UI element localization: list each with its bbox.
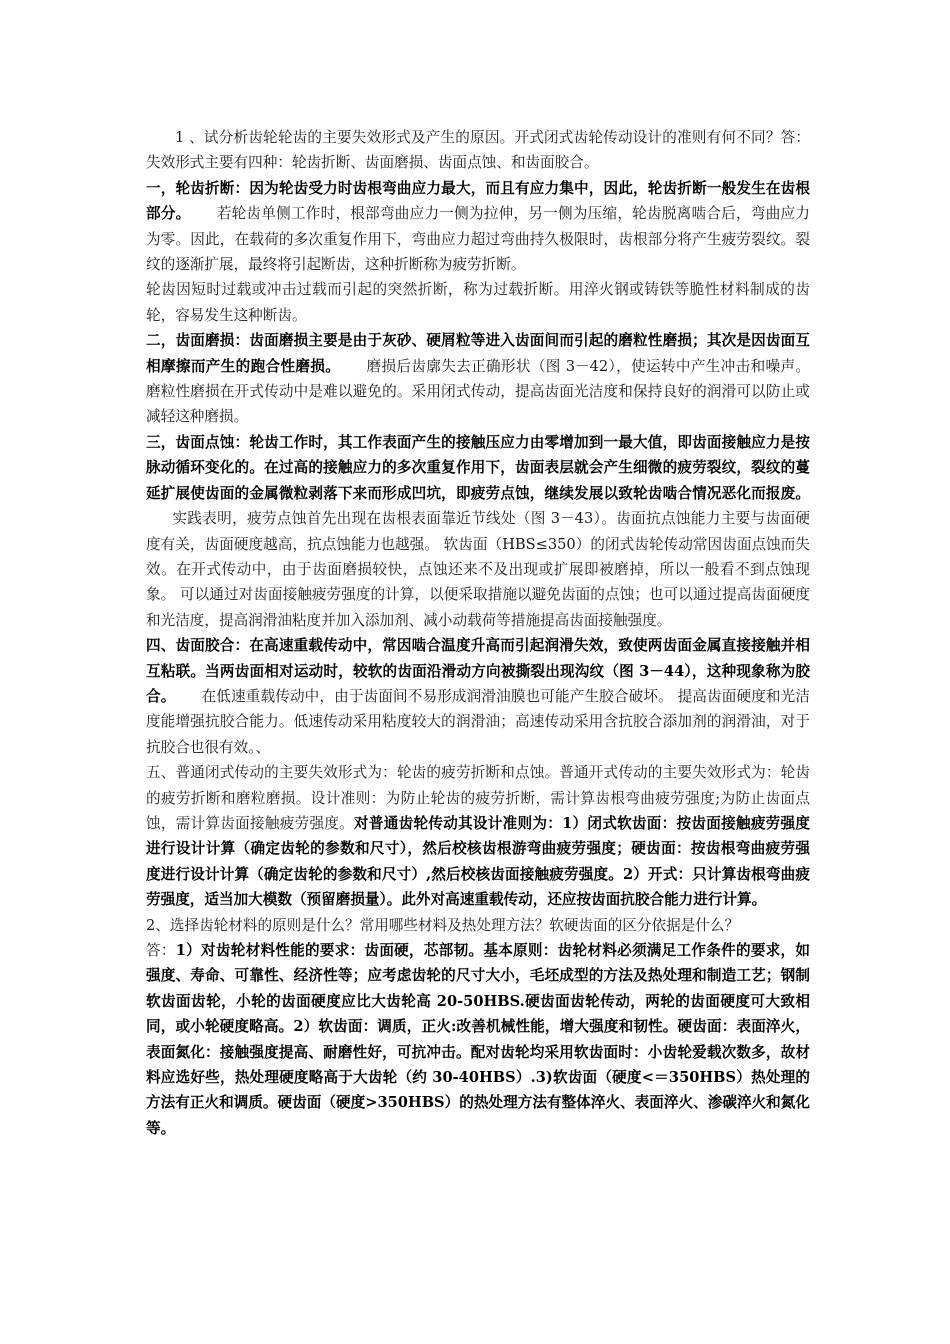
- scuffing-text: 在低速重载传动中，由于齿面间不易形成润滑油膜也可能产生胶合破坏。 提高齿面硬度和光洁度能增强抗胶合能力。低速传动采用粘度较大的润滑油；高速传动采用含抗胶合添加剂的润滑油，对于抗胶合也很有效。、: [146, 687, 810, 756]
- q2-question: 2、选择齿轮材料的原则是什么？常用哪些材料及热处理方法？软硬齿面的区分依据是什么？: [146, 916, 740, 934]
- overload-breakage: 轮齿因短时过载或冲击过载而引起的突然折断，称为过载折断。用淬火钢或铸铁等脆性材料制成的齿轮，容易发生这种断齿。: [146, 281, 810, 324]
- failure-pitting: [146, 430, 810, 633]
- criteria-text: 五、普通闭式传动的主要失效形式为：轮齿的疲劳折断和点蚀。普通开式传动的主要失效形式为：轮齿的疲劳折断和磨粒磨损。设计准则：为防止轮齿的疲劳折断，需计算齿根弯曲疲劳强度;为防止齿面点蚀，需计算齿面接触疲劳强度。: [146, 764, 810, 832]
- criteria-bold-text: 对普通齿轮传动其设计准则为：1）闭式软齿面：按齿面接触疲劳强度进行设计计算（确定齿轮的参数和尺寸），然后校核齿根游弯曲疲劳强度；硬齿面：按齿根弯曲疲劳强度进行设计计算（确定齿轮的参数和尺寸）,然后校核齿面接触疲劳强度。2）开式：只计算齿根弯曲疲劳强度，适当加大模数（预留磨损量）。此外对高速重载传动，还应按齿面抗胶合能力进行计算。: [146, 814, 810, 909]
- pitting-bold-text: 三，齿面点蚀：轮齿工作时，其工作表面产生的接触压应力由零增加到一最大值，即齿面接触应力是按脉动循环变化的。在过高的接触应力的多次重复作用下，齿面表层就会产生细微的疲劳裂纹，裂纹的蔓延扩展使齿面的金属微粒剥落下来而形成凹坑，即疲劳点蚀，继续发展以致轮齿啮合情况恶化而报废。: [146, 433, 810, 502]
- wear-bold-text: 二，齿面磨损：齿面磨损主要是由于灰砂、硬屑粒等进入齿面间而引起的磨粒性磨损；其次是因齿面互相摩擦而产生的跑合性磨损。: [146, 332, 810, 375]
- breakage-bold-text: 一，轮齿折断：因为轮齿受力时齿根弯曲应力最大，而且有应力集中，因此，轮齿折断一般发生在齿根部分。: [146, 179, 810, 223]
- scuffing-bold-text: 四、齿面胶合：在高速重载传动中，常因啮合温度升高而引起润滑失效，致使两齿面金属直接接触并相互粘联。当两齿面相对运动时，较软的齿面沿滑动方向被撕裂出现沟纹（图 3－44），这种现象称为胶合。: [146, 637, 810, 705]
- wear-text: 磨损后齿廓失去正确形状（图 3－42），使运转中产生冲击和噪声。磨粒性磨损在开式传动中是难以避免的。采用闭式传动，提高齿面光洁度和保持良好的润滑可以防止或减轻这种磨损。: [146, 357, 810, 426]
- answer-prefix: 答：: [146, 942, 176, 959]
- q2-answer: [146, 938, 810, 1141]
- failure-scuffing: [146, 633, 810, 760]
- q1-intro: 1 、试分析齿轮轮齿的主要失效形式及产生的原因。开式闭式齿轮传动设计的准则有何不同？答：失效形式主要有四种：轮齿折断、齿面磨损、齿面点蚀、和齿面胶合。: [146, 129, 810, 172]
- answer-bold-text: 1）对齿轮材料性能的要求：齿面硬，芯部韧。基本原则：齿轮材料必须满足工作条件的要求，如强度、寿命、可靠性、经济性等；应考虑齿轮的尺寸大小，毛坯成型的方法及热处理和制造工艺；钢制软齿面齿轮，小轮的齿面硬度应比大齿轮高 20-50HBS.硬齿面齿轮传动，两轮的齿面硬度可大致相同，或小轮硬度略高。2）软齿面：调质，正火:改善机械性能，增大强度和韧性。硬齿面：表面淬火，表面氮化：接触强度提高、耐磨性好，可抗冲击。配对齿轮均采用软齿面时：小齿轮爱载次数多，故材料应选好些，热处理硬度略高于大齿轮（约 30-40HBS）.3)软齿面（硬度<＝350HBS）热处理的方法有正火和调质。硬齿面（硬度>350HBS）的热处理方法有整体淬火、表面淬火、渗碳淬火和氮化等。: [146, 942, 810, 1137]
- breakage-text: 若轮齿单侧工作时，根部弯曲应力一侧为拉伸，另一侧为压缩，轮齿脱离啮合后，弯曲应力为零。因此，在载荷的多次重复作用下，弯曲应力超过弯曲持久极限时，齿根部分将产生疲劳裂纹。裂纹的逐渐扩展，最终将引起断齿，这种折断称为疲劳折断。: [146, 205, 810, 274]
- failure-wear: [146, 328, 810, 430]
- design-criteria: [146, 760, 810, 912]
- failure-tooth-breakage: [146, 176, 810, 278]
- pitting-text: 实践表明，疲劳点蚀首先出现在齿根表面靠近节线处（图 3－43）。齿面抗点蚀能力主要与齿面硬度有关，齿面硬度越高，抗点蚀能力也越强。 软齿面（HBS≤350）的闭式齿轮传动常因齿面点蚀而失效。在开式传动中，由于齿面磨损较快，点蚀还来不及出现或扩展即被磨掉，所以一般看不到点蚀现象。 可以通过对齿面接触疲劳强度的计算，以便采取措施以避免齿面的点蚀；也可以通过提高齿面硬度和光洁度，提高润滑油粘度并加入添加剂、减小动载荷等措施提高齿面接触强度。: [146, 510, 810, 629]
- document-body: [146, 125, 810, 1141]
